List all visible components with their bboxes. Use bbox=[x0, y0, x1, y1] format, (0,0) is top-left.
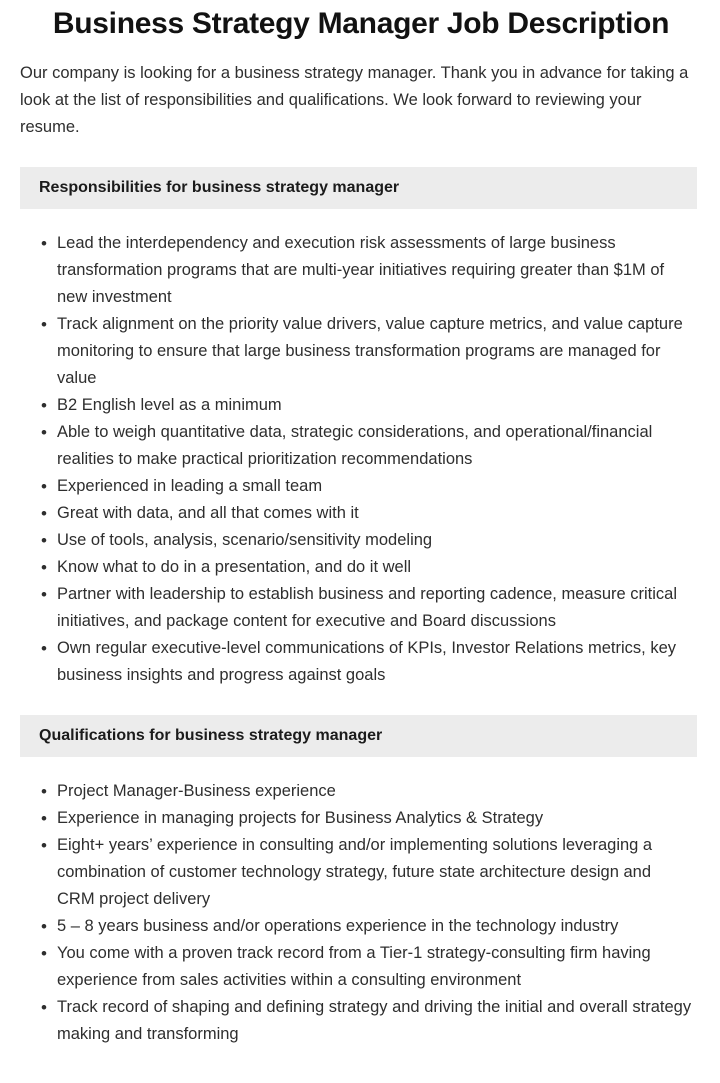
bullet-icon: • bbox=[41, 836, 47, 855]
list-item-label: Project Manager-Business experience bbox=[57, 782, 336, 800]
bullet-icon: • bbox=[41, 558, 47, 577]
qualifications-list bbox=[0, 757, 720, 1048]
list-item-label: B2 English level as a minimum bbox=[57, 396, 282, 414]
list-item-label: Able to weigh quantitative data, strategic considerations, and operational/financial realities to make practical prioritization recommendations bbox=[57, 423, 653, 468]
list-item bbox=[0, 500, 720, 527]
list-item bbox=[0, 311, 720, 392]
list-item bbox=[0, 940, 720, 994]
list-item-label: Experienced in leading a small team bbox=[57, 477, 323, 495]
responsibilities-list bbox=[0, 209, 720, 689]
list-item bbox=[0, 473, 720, 500]
list-item bbox=[0, 392, 720, 419]
bullet-icon: • bbox=[41, 423, 47, 442]
list-item bbox=[0, 635, 720, 689]
list-item-label: Great with data, and all that comes with it bbox=[57, 504, 359, 522]
bullet-icon: • bbox=[41, 944, 47, 963]
list-item-label: Track alignment on the priority value drivers, value capture metrics, and value capture monitoring to ensure that large business transformation programs are managed for value bbox=[57, 315, 683, 387]
list-item bbox=[0, 554, 720, 581]
list-item-label: Know what to do in a presentation, and do it well bbox=[57, 558, 412, 576]
section-responsibilities bbox=[0, 167, 720, 689]
list-item-label: Eight+ years’ experience in consulting and/or implementing solutions leveraging a combination of customer technology strategy, future state architecture design and CRM project delivery bbox=[57, 836, 653, 908]
page-title: Business Strategy Manager Job Description bbox=[52, 7, 670, 40]
bullet-icon: • bbox=[41, 998, 47, 1017]
list-item-label: Own regular executive-level communications of KPIs, Investor Relations metrics, key business insights and progress against goals bbox=[57, 639, 676, 684]
bullet-icon: • bbox=[41, 234, 47, 253]
bullet-icon: • bbox=[41, 782, 47, 801]
list-item bbox=[0, 805, 720, 832]
list-item-label: Experience in managing projects for Business Analytics & Strategy bbox=[57, 809, 544, 827]
list-item-label: 5 – 8 years business and/or operations experience in the technology industry bbox=[57, 917, 619, 935]
section-header-responsibilities: Responsibilities for business strategy manager bbox=[20, 167, 697, 209]
list-item bbox=[0, 581, 720, 635]
list-item bbox=[0, 230, 720, 311]
list-item bbox=[0, 994, 720, 1048]
section-header-qualifications: Qualifications for business strategy manager bbox=[20, 715, 697, 757]
list-item bbox=[0, 778, 720, 805]
page-bottom-spacer bbox=[0, 1048, 720, 1066]
list-item-label: Track record of shaping and defining strategy and driving the initial and overall strategy making and transforming bbox=[57, 998, 692, 1043]
bullet-icon: • bbox=[41, 396, 47, 415]
bullet-icon: • bbox=[41, 504, 47, 523]
list-item-label: You come with a proven track record from a Tier-1 strategy-consulting firm having experience from sales activities within a consulting environment bbox=[57, 944, 651, 989]
bullet-icon: • bbox=[41, 477, 47, 496]
list-item bbox=[0, 832, 720, 913]
bullet-icon: • bbox=[41, 809, 47, 828]
section-qualifications bbox=[0, 715, 720, 1048]
list-item bbox=[0, 913, 720, 940]
bullet-icon: • bbox=[41, 917, 47, 936]
bullet-icon: • bbox=[41, 315, 47, 334]
list-item-label: Use of tools, analysis, scenario/sensitivity modeling bbox=[57, 531, 433, 549]
intro-paragraph: Our company is looking for a business strategy manager. Thank you in advance for taking a look at the list of responsibilities and qualifications. We look forward to reviewing your resume. bbox=[20, 64, 689, 136]
list-item-label: Lead the interdependency and execution risk assessments of large business transformation programs that are multi-year initiatives requiring greater than $1M of new investment bbox=[57, 234, 665, 306]
list-item-label: Partner with leadership to establish business and reporting cadence, measure critical initiatives, and package content for executive and Board discussions bbox=[57, 585, 677, 630]
list-item bbox=[0, 419, 720, 473]
list-item bbox=[0, 527, 720, 554]
bullet-icon: • bbox=[41, 585, 47, 604]
bullet-icon: • bbox=[41, 531, 47, 550]
bullet-icon: • bbox=[41, 639, 47, 658]
